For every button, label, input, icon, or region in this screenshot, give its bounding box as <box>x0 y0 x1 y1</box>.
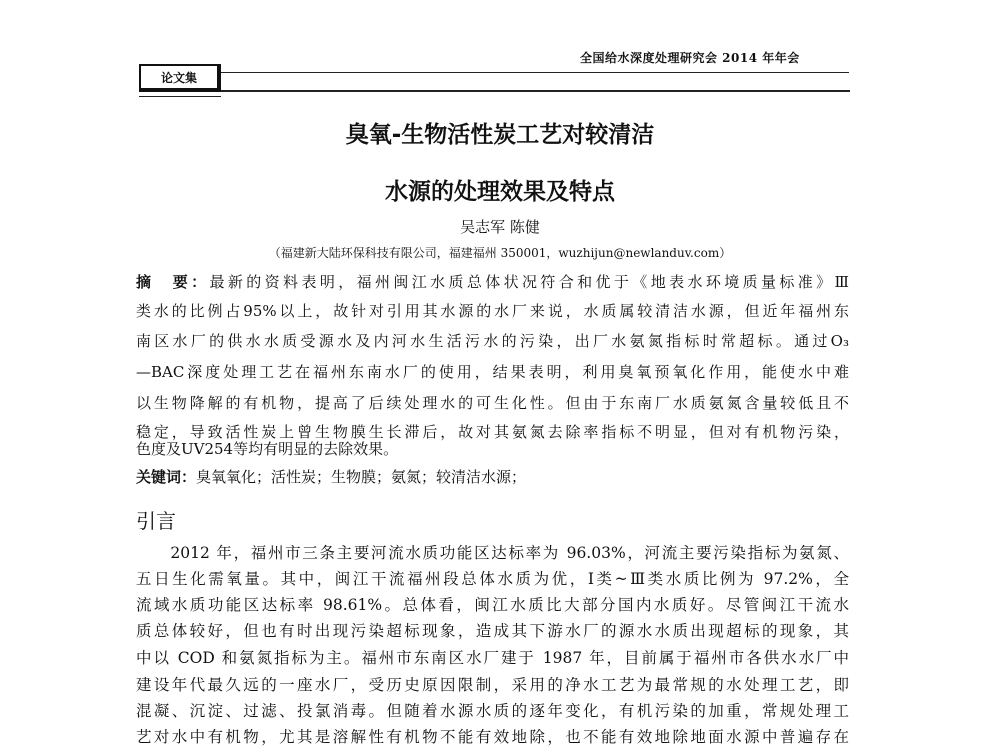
authors: 吴志军 陈健 <box>460 218 540 236</box>
header-rule-bottom <box>221 90 850 92</box>
abstract-line: —BAC深度处理工艺在福州东南水厂的使用，结果表明，利用臭氧预氧化作用，能使水中难 <box>136 363 849 381</box>
body-line: 五日生化需氧量。其中，闽江干流福州段总体水质为优，Ⅰ类~Ⅲ类水质比例为 97.2%，全 <box>136 570 849 588</box>
abstract-line: 色度及UV254等均有明显的去除效果。 <box>136 440 399 458</box>
abstract-line: 类水的比例占95%以上，故针对引用其水源的水厂来说，水质属较清洁水源，但近年福州东 <box>136 302 849 320</box>
body-line: 混凝、沉淀、过滤、投氯消毒。但随着水源水质的逐年变化，有机污染的加重，常规处理工 <box>136 702 849 720</box>
abstract-line: 摘 要：最新的资料表明，福州闽江水质总体状况符合和优于《地表水环境质量标准》Ⅲ <box>136 273 849 291</box>
section-tag: 论文集 <box>139 64 221 92</box>
keywords-label: 关键词： <box>136 468 197 486</box>
abstract-line: 稳定，导致活性炭上曾生物膜生长滞后，故对其氨氮去除率指标不明显，但对有机物污染， <box>136 423 849 441</box>
abstract-label: 摘 要： <box>136 273 210 291</box>
tag-rule <box>139 96 221 97</box>
body-line: 2012 年，福州市三条主要河流水质功能区达标率为 96.03%，河流主要污染指标为氨氮、 <box>136 544 849 562</box>
abstract-line: 南区水厂的供水水质受源水及内河水生活污水的污染，出厂水氨氮指标时常超标。通过O₃ <box>136 332 849 350</box>
body-line: 建设年代最久远的一座水厂，受历史原因限制，采用的净水工艺为最常规的水处理工艺，即 <box>136 676 849 694</box>
conference-header: 全国给水深度处理研究会 2014 年年会 <box>580 51 800 65</box>
body-line: 流域水质功能区达标率 98.61%。总体看，闽江水质比大部分国内水质好。尽管闽江干流水 <box>136 596 849 614</box>
abstract-line: 以生物降解的有机物，提高了后续处理水的可生化性。但由于东南厂水质氨氮含量较低且不 <box>136 394 849 412</box>
keywords-text: 臭氧氧化；活性炭；生物膜；氨氮；较清洁水源； <box>196 468 527 486</box>
body-line: 艺对水中有机物，尤其是溶解性有机物不能有效地除，也不能有效地除地面水源中普遍存在 <box>136 728 849 746</box>
section-heading-intro: 引言 <box>136 509 176 533</box>
paper-title-line-1: 臭氧-生物活性炭工艺对较清洁 <box>345 122 655 148</box>
body-line: 中以 COD 和氨氮指标为主。福州市东南区水厂建于 1987 年，目前属于福州市各供水水厂中 <box>136 649 849 667</box>
affiliation: （福建新大陆环保科技有限公司，福建福州 350001，wuzhijun@newlanduv.com） <box>268 246 732 260</box>
keywords <box>136 467 849 487</box>
header-rule-top <box>221 72 849 73</box>
paper-title-line-2: 水源的处理效果及特点 <box>385 179 615 205</box>
body-line: 质总体较好，但也有时出现污染超标现象，造成其下游水厂的源水水质出现超标的现象，其 <box>136 622 849 640</box>
